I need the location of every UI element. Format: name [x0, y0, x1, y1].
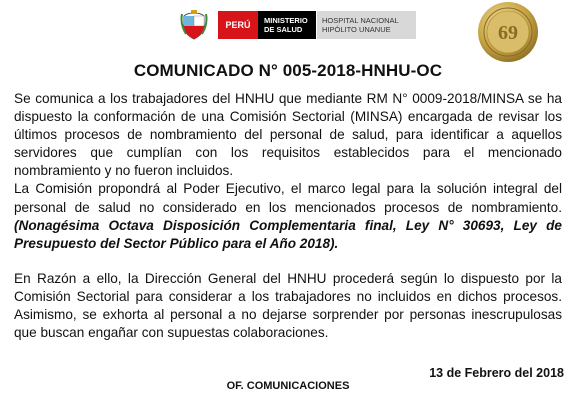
government-logo-bar	[218, 11, 416, 39]
ministry-label: MINISTERIO DE SALUD	[258, 11, 316, 39]
issuing-office: OF. COMUNICACIONES	[226, 380, 350, 392]
paragraph-2-text: La Comisión propondrá al Poder Ejecutivo, el marco legal para la solución integral del personal de salud no considerado en los mencionados procesos de nombramiento.	[14, 181, 562, 215]
document-body	[14, 90, 562, 342]
document-title: COMUNICADO N° 005-2018-HNHU-OC	[133, 61, 443, 80]
svg-text:69: 69	[498, 22, 518, 44]
hospital-label: HOSPITAL NACIONAL HIPÓLITO UNANUE	[316, 11, 416, 39]
paragraph-3: En Razón a ello, la Dirección General del HNHU procederá según lo dispuesto por la Comisión Sectorial para considerar a los trabajadores no incluidos en dichos procesos. Asimismo, se exhorta al personal a no dejarse sorprender por personas inescrupulosas que buscan engañar con supuestas colaboraciones.	[14, 270, 562, 341]
institution-header	[180, 9, 416, 41]
national-shield-icon	[180, 10, 208, 40]
country-label: PERÚ	[218, 11, 258, 39]
document-date: 13 de Febrero del 2018	[429, 366, 564, 380]
paragraph-1: Se comunica a los trabajadores del HNHU que mediante RM N° 0009-2018/MINSA se ha dispuesto la conformación de una Comisión Sectorial (MINSA) encargada de revisar los últimos procesos de nombramiento del personal de salud, para identificar a aquellos servidores que cumplían con los requisitos establecidos para el mencionado nombramiento y no fueron incluidos.	[14, 91, 562, 179]
anniversary-seal-icon	[477, 1, 539, 63]
legal-reference: (Nonagésima Octava Disposición Complementaria final, Ley N° 30693, Ley de Presupuesto del Sector Público para el Año 2018).	[14, 217, 562, 251]
paragraph-2	[14, 180, 562, 252]
